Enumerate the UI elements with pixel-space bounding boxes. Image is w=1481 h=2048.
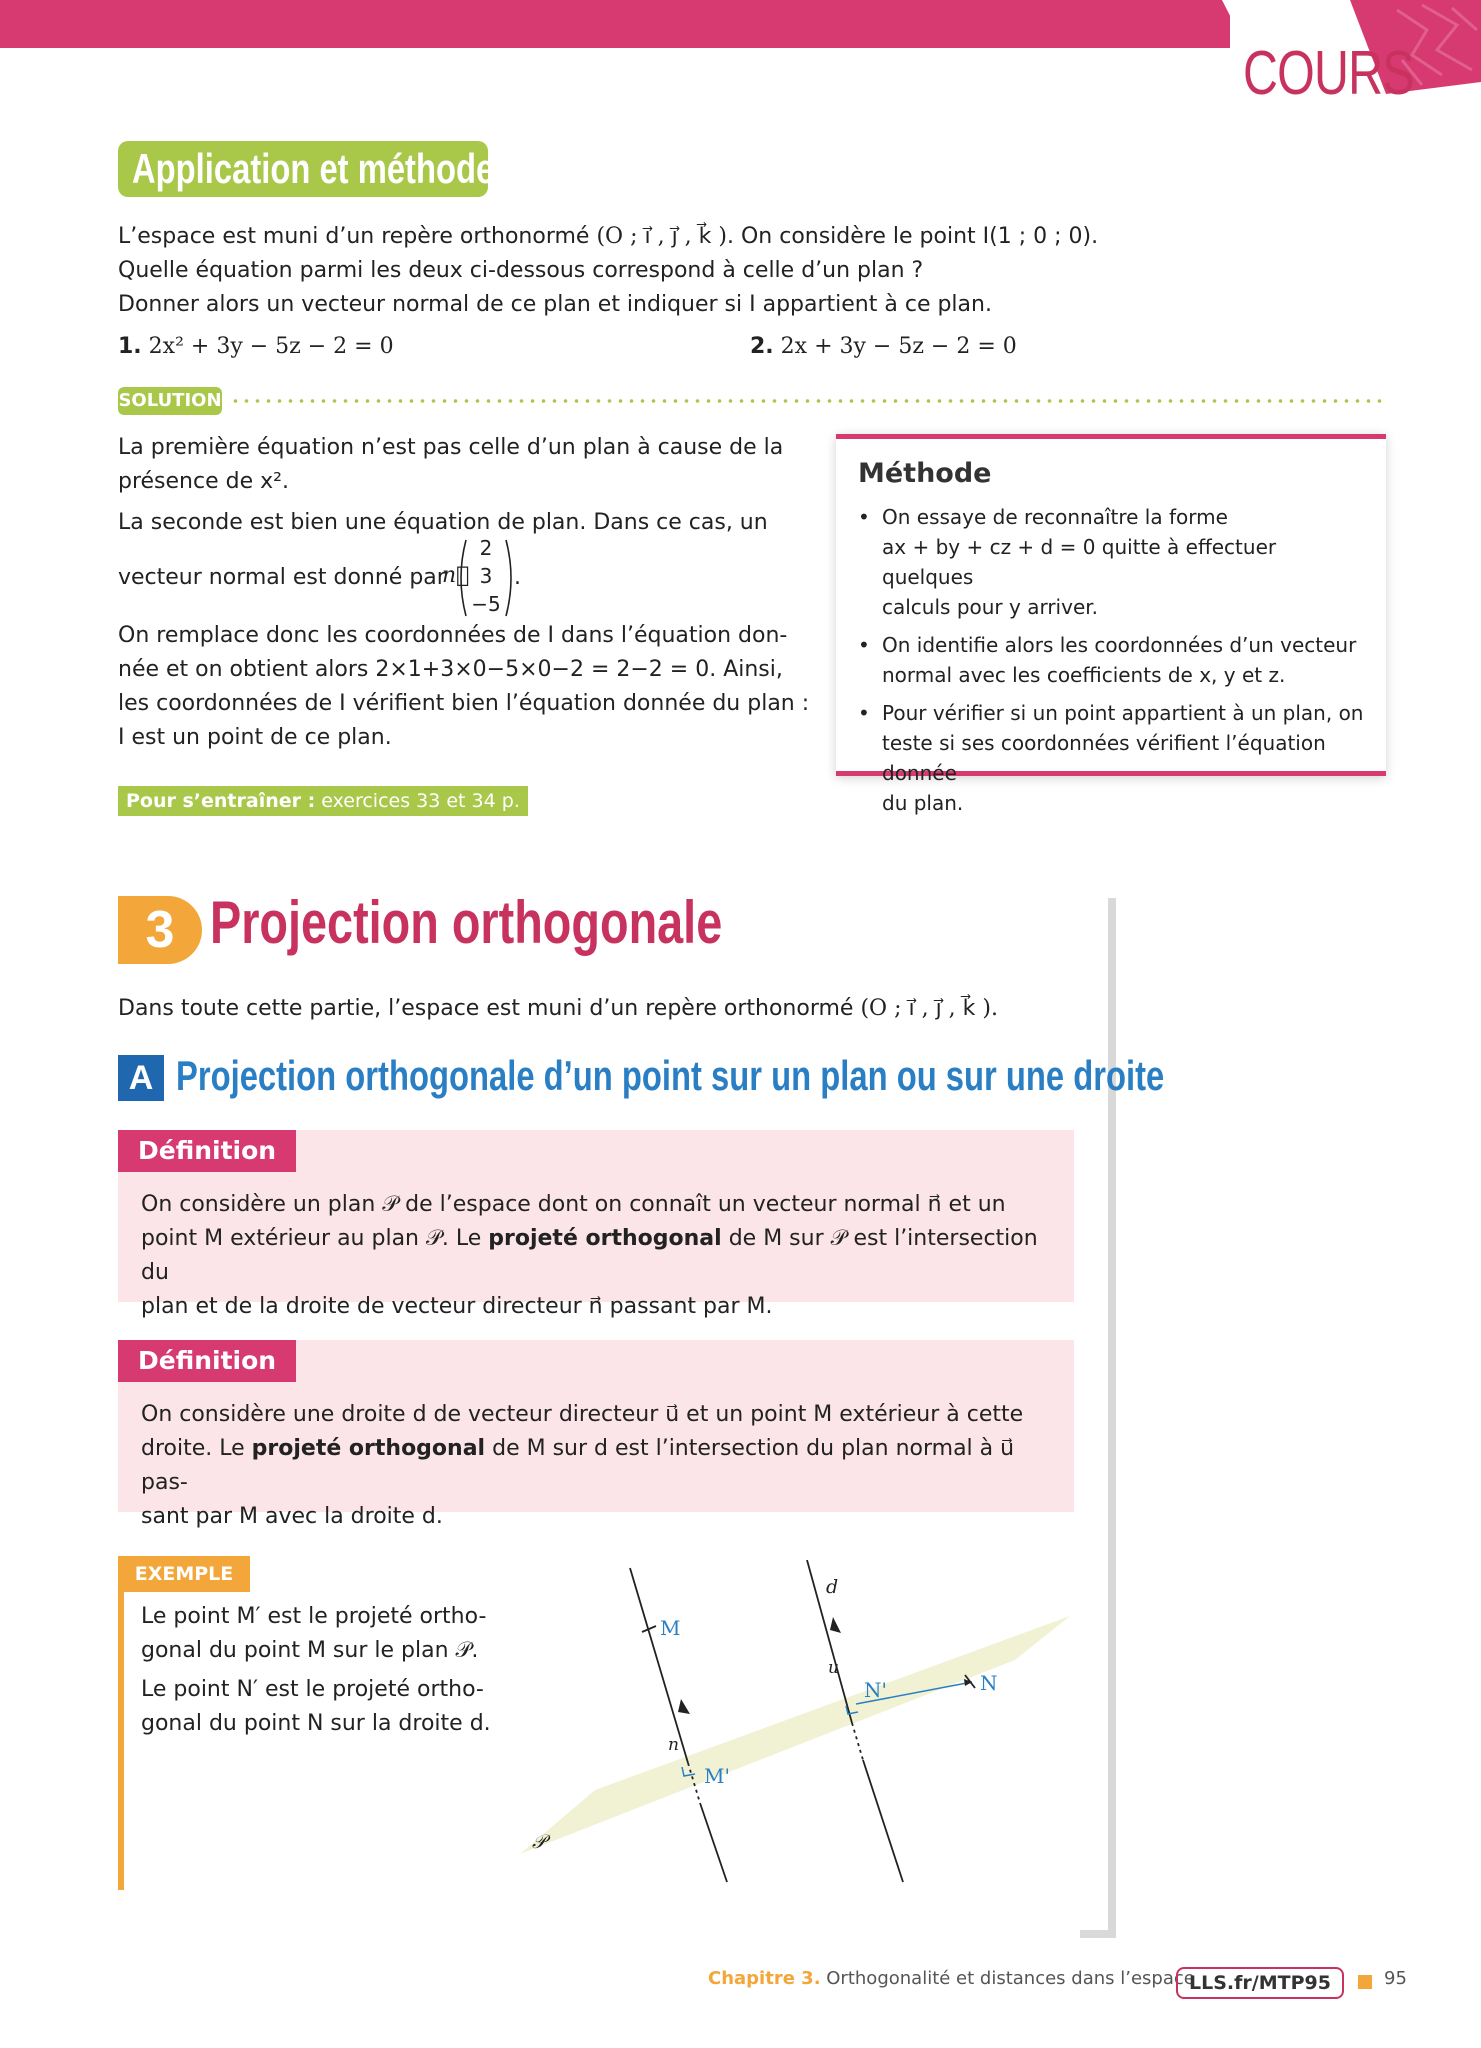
label-Mp: M': [704, 1764, 730, 1788]
methode-list: [858, 502, 1368, 818]
label-d: d: [826, 1576, 839, 1598]
vector-n: n⃗: [442, 563, 470, 588]
cours-label: COURS: [1243, 39, 1414, 108]
equation-2: 2. 2x + 3y − 5z − 2 = 0: [750, 334, 1017, 359]
definition-label-1: Définition: [118, 1130, 296, 1172]
definition-text-1: On considère un plan 𝒫 de l’espace dont on connaît un vecteur normal n⃗ et un point M extérieur au plan 𝒫. Le projeté orthogonal de M sur 𝒫 est l’intersection du plan et de la droite de vecteur directeur n⃗ passant par M.: [141, 1192, 1038, 1319]
methode-item: • Pour vérifier si un point appartient à un plan, on teste si ses coordonnées vérifient l’équation donnée du plan.: [858, 701, 1364, 815]
section-intro: Dans toute cette partie, l’espace est muni d’un repère orthonormé (O ; i⃗ , j⃗ , k⃗ ).: [118, 996, 998, 1021]
section-title: Projection orthogonale: [210, 889, 723, 956]
label-Np: N': [864, 1678, 887, 1702]
vector-n-arrow: [678, 1699, 690, 1714]
vector-components: 2 3 −5: [471, 536, 501, 616]
vector-u-arrow: [830, 1617, 841, 1633]
methode-item: • On identifie alors les coordonnées d’un vecteur normal avec les coefficients de x, y et z.: [858, 633, 1357, 687]
definition-label-2: Définition: [118, 1340, 296, 1382]
footer-chapter: Chapitre 3. Orthogonalité et distances dans l’espace: [708, 1968, 1195, 1989]
dotted-separator: [230, 398, 1388, 404]
example-text: Le point M′ est le projeté ortho- gonal du point M sur le plan 𝒫. Le point N′ est le projeté ortho- gonal du point N sur la droite d.: [141, 1604, 491, 1736]
solution-paragraph-2: La seconde est bien une équation de plan. Dans ce cas, un: [118, 510, 768, 535]
label-u: u: [828, 1658, 839, 1678]
page-marker: [1358, 1975, 1372, 1989]
page-number: 95: [1384, 1968, 1407, 1989]
solution-vector-line: vecteur normal est donné par: [118, 565, 446, 590]
label-M: M: [660, 1616, 681, 1640]
plane-P: [520, 1616, 1070, 1854]
methode-title: Méthode: [858, 458, 992, 489]
subsection-letter: A: [118, 1055, 164, 1101]
application-title: Application et méthode - 5: [118, 141, 488, 197]
label-P: 𝒫: [532, 1831, 546, 1853]
solution-badge: SOLUTION: [118, 387, 222, 415]
methode-item: • On essaye de reconnaître la forme ax + by + cz + d = 0 quitte à effectuer quelques calculs pour y arriver.: [858, 505, 1277, 619]
example-bar: [118, 1556, 124, 1890]
section-number: 3: [118, 896, 202, 964]
label-N: N: [980, 1671, 998, 1695]
repere-notation: (O ; i⃗ , j⃗ , k⃗ ): [596, 224, 727, 249]
footer-link[interactable]: LLS.fr/MTP95: [1176, 1967, 1344, 1999]
projection-figure: [520, 1560, 1080, 1890]
solution-paragraph-3: On remplace donc les coordonnées de I dans l’équation don- née et on obtient alors 2×1+3×0−5×0−2 = 2−2 = 0. Ainsi, les coordonnées de I vérifient bien l’équation donnée du plan : I est un point de ce plan.: [118, 623, 810, 750]
training-link[interactable]: Pour s’entraîner : exercices 33 et 34 p. 103: [118, 786, 528, 816]
line-M: [630, 1568, 688, 1763]
definition-text-2: On considère une droite d de vecteur directeur u⃗ et un point M extérieur à cette droite. Le projeté orthogonal de M sur d est l’intersection du plan normal à u⃗ pas- sant par M avec la droite d.: [141, 1402, 1024, 1529]
label-n: n: [668, 1735, 679, 1755]
header-bar: [0, 0, 1230, 48]
statement: L’espace est muni d’un repère orthonormé (O ; i⃗ , j⃗ , k⃗ ). On considère le point I(1 ; 0 ; 0). Quelle équation parmi les deux ci-dessous correspond à celle d’un plan ? Donner alors un vecteur normal de ce plan et indiquer si I appartient à ce plan.: [118, 224, 1099, 317]
example-label: EXEMPLE: [118, 1556, 250, 1592]
section-shadow-bottom: [1080, 1930, 1116, 1938]
vector-period: .: [514, 565, 521, 590]
solution-paragraph-1: La première équation n’est pas celle d’un plan à cause de la présence de x².: [118, 435, 784, 494]
subsection-title: Projection orthogonale d’un point sur un plan ou sur une droite: [176, 1052, 1165, 1099]
equation-1: 1. 2x² + 3y − 5z − 2 = 0: [118, 334, 394, 359]
